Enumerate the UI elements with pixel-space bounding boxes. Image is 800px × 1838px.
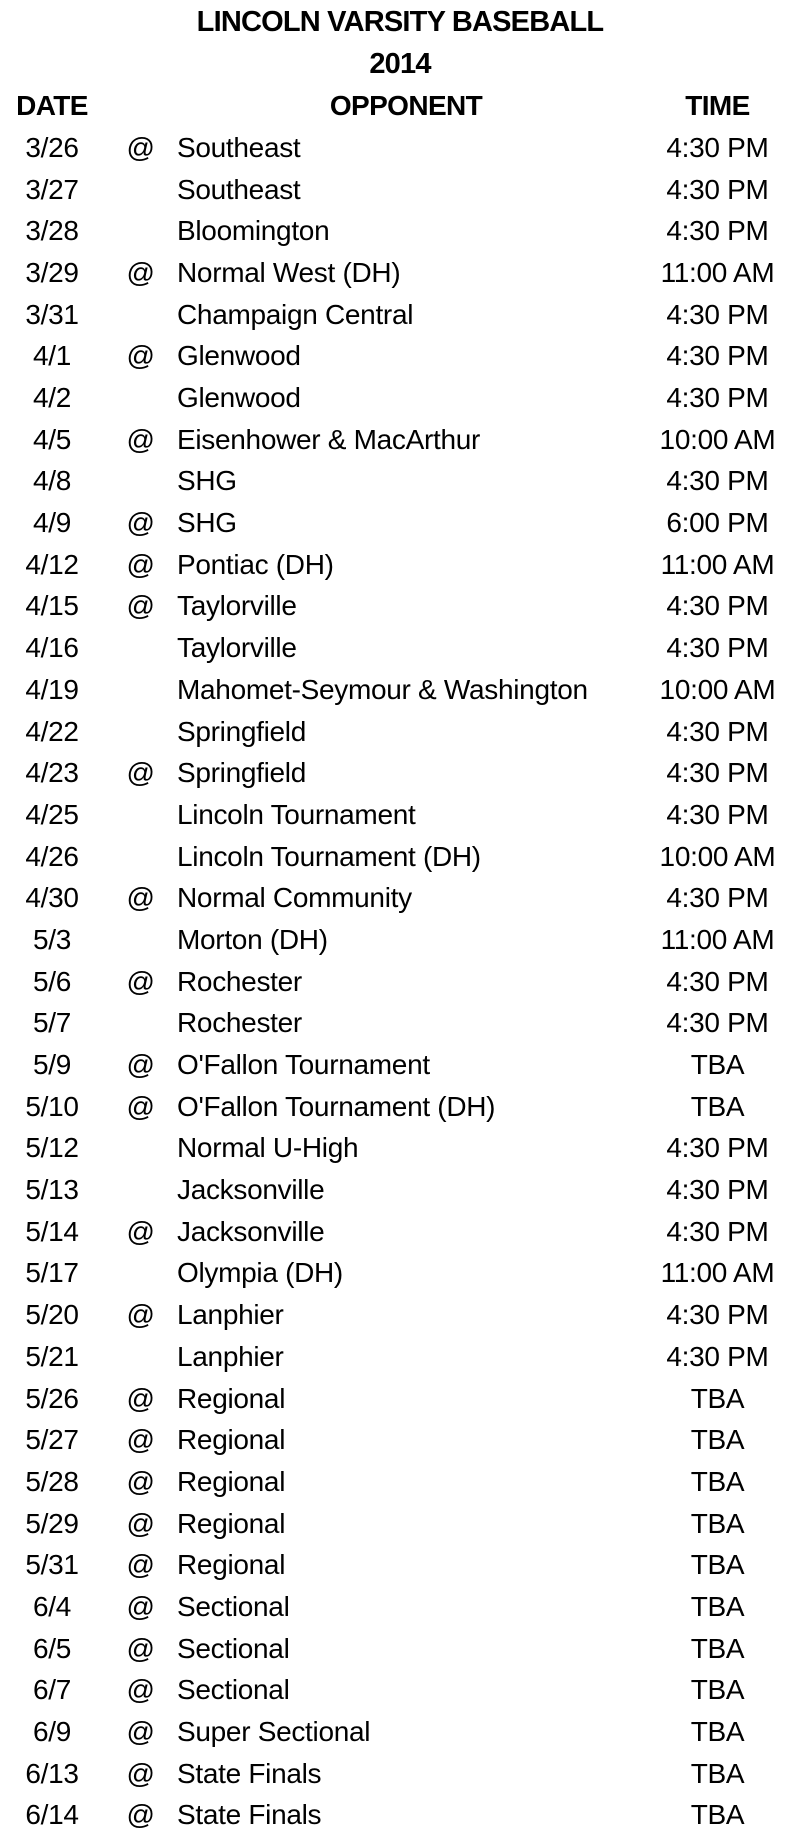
game-time: 4:30 PM bbox=[666, 798, 769, 830]
game-date: 4/1 bbox=[32, 340, 72, 372]
table-row bbox=[0, 461, 800, 503]
game-opponent: O'Fallon Tournament bbox=[177, 1049, 430, 1081]
game-opponent: Rochester bbox=[177, 1007, 302, 1039]
game-date: 5/20 bbox=[25, 1299, 79, 1331]
game-opponent: Lanphier bbox=[177, 1299, 284, 1331]
table-row bbox=[0, 836, 800, 878]
table-row bbox=[0, 1294, 800, 1336]
game-date: 5/6 bbox=[32, 965, 72, 997]
table-row bbox=[0, 1795, 800, 1837]
game-time: 11:00 AM bbox=[660, 1257, 775, 1289]
table-row bbox=[0, 294, 800, 336]
game-time: 4:30 PM bbox=[666, 1174, 769, 1206]
title-line bbox=[0, 2, 800, 44]
game-date: 4/22 bbox=[25, 715, 79, 747]
game-time: TBA bbox=[690, 1049, 745, 1081]
game-time: 4:30 PM bbox=[666, 757, 769, 789]
away-indicator: @ bbox=[126, 1632, 155, 1664]
table-row bbox=[0, 1336, 800, 1378]
game-time: TBA bbox=[690, 1507, 745, 1539]
table-row bbox=[0, 1711, 800, 1753]
table-row bbox=[0, 794, 800, 836]
game-date: 4/8 bbox=[32, 465, 72, 497]
year-line bbox=[0, 44, 800, 86]
game-date: 6/7 bbox=[32, 1674, 72, 1706]
game-date: 4/15 bbox=[25, 590, 79, 622]
game-time: 4:30 PM bbox=[666, 1215, 769, 1247]
game-time: 4:30 PM bbox=[666, 298, 769, 330]
game-opponent: Springfield bbox=[177, 757, 307, 789]
table-row bbox=[0, 1419, 800, 1461]
away-indicator: @ bbox=[126, 965, 155, 997]
game-opponent: Glenwood bbox=[177, 340, 301, 372]
away-indicator: @ bbox=[126, 1674, 155, 1706]
game-time: 4:30 PM bbox=[666, 965, 769, 997]
game-date: 5/10 bbox=[25, 1090, 79, 1122]
game-date: 3/26 bbox=[25, 131, 79, 163]
game-opponent: Eisenhower & MacArthur bbox=[177, 423, 481, 455]
game-time: 4:30 PM bbox=[666, 590, 769, 622]
column-header-time: TIME bbox=[685, 90, 750, 122]
game-date: 4/25 bbox=[25, 798, 79, 830]
game-time: 11:00 AM bbox=[660, 548, 775, 580]
game-opponent: Regional bbox=[177, 1507, 286, 1539]
game-opponent: Southeast bbox=[177, 131, 301, 163]
away-indicator: @ bbox=[126, 1090, 155, 1122]
game-time: 4:30 PM bbox=[666, 632, 769, 664]
table-row bbox=[0, 1544, 800, 1586]
game-date: 4/16 bbox=[25, 632, 79, 664]
game-time: TBA bbox=[690, 1716, 745, 1748]
away-indicator: @ bbox=[126, 1799, 155, 1831]
table-header-row bbox=[0, 85, 800, 127]
game-date: 5/21 bbox=[25, 1340, 79, 1372]
table-row bbox=[0, 627, 800, 669]
table-row bbox=[0, 1169, 800, 1211]
game-opponent: Jacksonville bbox=[177, 1174, 325, 1206]
column-header-opponent: OPPONENT bbox=[329, 90, 483, 122]
game-date: 3/29 bbox=[25, 256, 79, 288]
game-opponent: Lanphier bbox=[177, 1340, 284, 1372]
game-time: 11:00 AM bbox=[660, 256, 775, 288]
away-indicator: @ bbox=[126, 131, 155, 163]
table-row bbox=[0, 752, 800, 794]
table-row bbox=[0, 1461, 800, 1503]
game-time: TBA bbox=[690, 1090, 745, 1122]
away-indicator: @ bbox=[126, 1757, 155, 1789]
game-opponent: Pontiac (DH) bbox=[177, 548, 334, 580]
game-time: TBA bbox=[690, 1674, 745, 1706]
table-row bbox=[0, 1378, 800, 1420]
table-row bbox=[0, 1128, 800, 1170]
game-date: 6/13 bbox=[25, 1757, 79, 1789]
game-date: 5/29 bbox=[25, 1507, 79, 1539]
game-date: 5/3 bbox=[32, 923, 72, 955]
game-time: 10:00 AM bbox=[659, 840, 776, 872]
table-row bbox=[0, 877, 800, 919]
game-time: TBA bbox=[690, 1799, 745, 1831]
away-indicator: @ bbox=[126, 1215, 155, 1247]
table-row bbox=[0, 1670, 800, 1712]
game-time: 4:30 PM bbox=[666, 1299, 769, 1331]
table-row bbox=[0, 1003, 800, 1045]
game-opponent: State Finals bbox=[177, 1799, 322, 1831]
game-date: 5/28 bbox=[25, 1465, 79, 1497]
game-date: 4/19 bbox=[25, 673, 79, 705]
game-date: 4/9 bbox=[32, 507, 72, 539]
game-opponent: O'Fallon Tournament (DH) bbox=[177, 1090, 496, 1122]
game-date: 4/30 bbox=[25, 882, 79, 914]
away-indicator: @ bbox=[126, 507, 155, 539]
game-opponent: Normal West (DH) bbox=[177, 256, 401, 288]
game-date: 5/14 bbox=[25, 1215, 79, 1247]
game-date: 6/9 bbox=[32, 1716, 72, 1748]
away-indicator: @ bbox=[126, 882, 155, 914]
game-time: TBA bbox=[690, 1465, 745, 1497]
game-date: 5/13 bbox=[25, 1174, 79, 1206]
game-opponent: Sectional bbox=[177, 1590, 290, 1622]
game-time: 10:00 AM bbox=[659, 423, 776, 455]
away-indicator: @ bbox=[126, 1549, 155, 1581]
game-time: TBA bbox=[690, 1382, 745, 1414]
game-opponent: Mahomet-Seymour & Washington bbox=[177, 673, 588, 705]
table-row bbox=[0, 1253, 800, 1295]
page-year: 2014 bbox=[369, 48, 431, 81]
table-row bbox=[0, 419, 800, 461]
game-opponent: Sectional bbox=[177, 1674, 290, 1706]
game-opponent: Lincoln Tournament bbox=[177, 798, 416, 830]
away-indicator: @ bbox=[126, 1299, 155, 1331]
game-opponent: Champaign Central bbox=[177, 298, 414, 330]
game-opponent: Normal U-High bbox=[177, 1132, 359, 1164]
away-indicator: @ bbox=[126, 757, 155, 789]
game-time: TBA bbox=[690, 1590, 745, 1622]
table-body bbox=[0, 127, 800, 1836]
game-time: 6:00 PM bbox=[666, 507, 769, 539]
game-time: 4:30 PM bbox=[666, 131, 769, 163]
game-date: 4/23 bbox=[25, 757, 79, 789]
game-time: 4:30 PM bbox=[666, 215, 769, 247]
game-opponent: Lincoln Tournament (DH) bbox=[177, 840, 481, 872]
away-indicator: @ bbox=[126, 1716, 155, 1748]
game-opponent: Southeast bbox=[177, 173, 301, 205]
game-date: 5/7 bbox=[32, 1007, 72, 1039]
table-row bbox=[0, 1586, 800, 1628]
game-date: 3/31 bbox=[25, 298, 79, 330]
table-row bbox=[0, 127, 800, 169]
table-row bbox=[0, 252, 800, 294]
table-row bbox=[0, 961, 800, 1003]
game-date: 4/26 bbox=[25, 840, 79, 872]
game-date: 5/17 bbox=[25, 1257, 79, 1289]
away-indicator: @ bbox=[126, 1465, 155, 1497]
table-row bbox=[0, 1211, 800, 1253]
away-indicator: @ bbox=[126, 1507, 155, 1539]
game-opponent: Regional bbox=[177, 1465, 286, 1497]
table-row bbox=[0, 1044, 800, 1086]
game-time: 10:00 AM bbox=[659, 673, 776, 705]
game-date: 3/27 bbox=[25, 173, 79, 205]
column-header-date: DATE bbox=[16, 90, 88, 122]
game-time: 4:30 PM bbox=[666, 1007, 769, 1039]
table-row bbox=[0, 336, 800, 378]
game-date: 6/4 bbox=[32, 1590, 72, 1622]
table-row bbox=[0, 502, 800, 544]
table-row bbox=[0, 1753, 800, 1795]
game-date: 4/2 bbox=[32, 382, 72, 414]
table-row bbox=[0, 1628, 800, 1670]
game-time: 4:30 PM bbox=[666, 1340, 769, 1372]
game-opponent: Taylorville bbox=[177, 590, 297, 622]
game-opponent: Jacksonville bbox=[177, 1215, 325, 1247]
table-row bbox=[0, 711, 800, 753]
table-row bbox=[0, 586, 800, 628]
game-opponent: Olympia (DH) bbox=[177, 1257, 343, 1289]
table-row bbox=[0, 169, 800, 211]
table-row bbox=[0, 544, 800, 586]
away-indicator: @ bbox=[126, 423, 155, 455]
game-opponent: Regional bbox=[177, 1382, 286, 1414]
away-indicator: @ bbox=[126, 1382, 155, 1414]
table-row bbox=[0, 669, 800, 711]
game-opponent: Morton (DH) bbox=[177, 923, 328, 955]
game-time: 11:00 AM bbox=[660, 923, 775, 955]
game-opponent: Regional bbox=[177, 1424, 286, 1456]
game-opponent: Rochester bbox=[177, 965, 302, 997]
table-row bbox=[0, 1086, 800, 1128]
game-opponent: State Finals bbox=[177, 1757, 322, 1789]
game-date: 4/5 bbox=[32, 423, 72, 455]
game-date: 5/27 bbox=[25, 1424, 79, 1456]
game-time: 4:30 PM bbox=[666, 715, 769, 747]
game-time: 4:30 PM bbox=[666, 173, 769, 205]
game-date: 3/28 bbox=[25, 215, 79, 247]
game-date: 5/31 bbox=[25, 1549, 79, 1581]
game-time: TBA bbox=[690, 1424, 745, 1456]
game-opponent: Taylorville bbox=[177, 632, 297, 664]
game-time: 4:30 PM bbox=[666, 882, 769, 914]
game-date: 6/5 bbox=[32, 1632, 72, 1664]
away-indicator: @ bbox=[126, 548, 155, 580]
game-opponent: SHG bbox=[177, 465, 237, 497]
game-date: 5/9 bbox=[32, 1049, 72, 1081]
game-opponent: Glenwood bbox=[177, 382, 301, 414]
game-date: 5/26 bbox=[25, 1382, 79, 1414]
away-indicator: @ bbox=[126, 1424, 155, 1456]
game-opponent: Sectional bbox=[177, 1632, 290, 1664]
game-date: 6/14 bbox=[25, 1799, 79, 1831]
game-opponent: Springfield bbox=[177, 715, 307, 747]
game-opponent: Normal Community bbox=[177, 882, 412, 914]
game-time: TBA bbox=[690, 1549, 745, 1581]
game-time: 4:30 PM bbox=[666, 382, 769, 414]
away-indicator: @ bbox=[126, 256, 155, 288]
game-time: 4:30 PM bbox=[666, 340, 769, 372]
page-title: LINCOLN VARSITY BASEBALL bbox=[196, 6, 604, 39]
game-date: 5/12 bbox=[25, 1132, 79, 1164]
table-row bbox=[0, 1503, 800, 1545]
game-opponent: Regional bbox=[177, 1549, 286, 1581]
game-date: 4/12 bbox=[25, 548, 79, 580]
away-indicator: @ bbox=[126, 340, 155, 372]
game-opponent: Super Sectional bbox=[177, 1716, 371, 1748]
table-row bbox=[0, 919, 800, 961]
away-indicator: @ bbox=[126, 1590, 155, 1622]
game-opponent: Bloomington bbox=[177, 215, 330, 247]
game-time: 4:30 PM bbox=[666, 465, 769, 497]
game-opponent: SHG bbox=[177, 507, 237, 539]
table-row bbox=[0, 377, 800, 419]
game-time: 4:30 PM bbox=[666, 1132, 769, 1164]
away-indicator: @ bbox=[126, 590, 155, 622]
game-time: TBA bbox=[690, 1757, 745, 1789]
game-time: TBA bbox=[690, 1632, 745, 1664]
table-row bbox=[0, 210, 800, 252]
away-indicator: @ bbox=[126, 1049, 155, 1081]
